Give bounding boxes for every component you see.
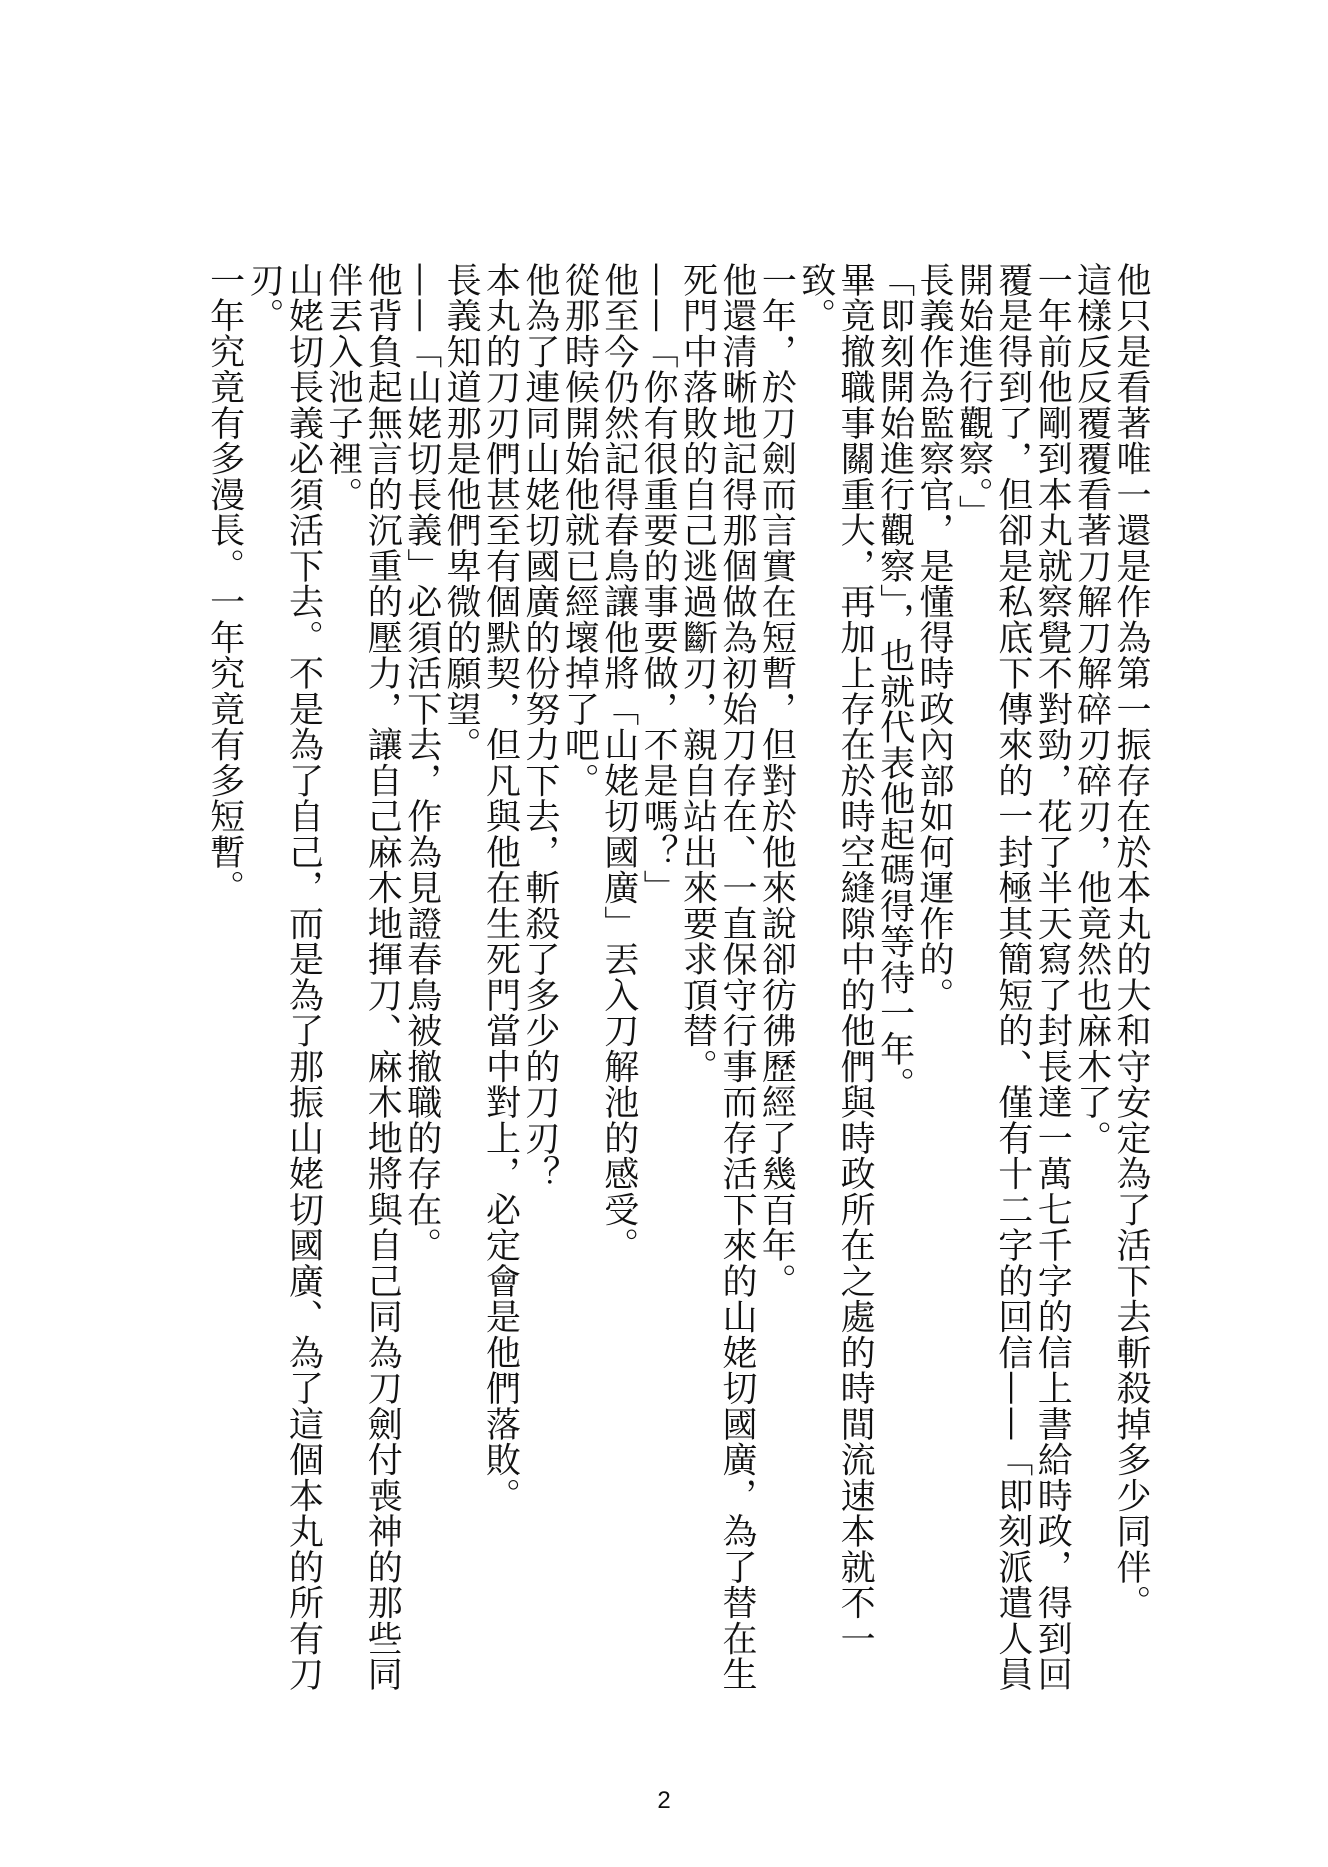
paragraph: 一年，於刀劍而言實在短暫，但對於他來說卻彷彿歷經了幾百年。 xyxy=(756,262,797,1299)
paragraph: 這樣反反覆覆看著刀解刀解碎刃碎刃，他竟然也麻木了。 xyxy=(1071,262,1112,1156)
paragraph: 他只是看著唯一還是作為第一振存在於本丸的大和守安定為了活下去斬殺掉多少同伴。 xyxy=(1111,262,1151,1621)
paragraph: 長義知道那是他們卑微的願望。 xyxy=(441,262,482,763)
paragraph: 一年究竟有多漫長。一年究竟有多短暫。 xyxy=(204,262,245,906)
paragraph: 他為了連同山姥切國廣的份努力下去，斬殺了多少的刀刃？ xyxy=(519,262,560,1192)
paragraph: 一年前他剛到本丸就察覺不對勁，花了半天寫了封長達一萬七千字的信上書給時政，得到回覆是得到了，但卻是私底下傳來的一封極其簡短的、僅有十二字的回信——「即刻派遣人員開始進行觀察。」 xyxy=(953,262,1073,1692)
paragraph: 他至今仍然記得春鳥讓他將「山姥切國廣」丟入刀解池的感受。 xyxy=(598,262,639,1263)
paragraph: 畢竟撤職事關重大，再加上存在於時空縫隙中的他們與時政所在之處的時間流速本就不一致。 xyxy=(795,262,876,1657)
paragraph: 他還清晰地記得那個做為初始刀存在、一直保守行事而存活下來的山姥切國廣，為了替在生死門中落敗的自己逃過斷刃，親自站出來要求頂替。 xyxy=(677,262,757,1692)
paragraph: 「即刻開始進行觀察」，也就代表他起碼得等待一年。 xyxy=(874,262,915,1103)
paragraph: 山姥切長義必須活下去。不是為了自己，而是為了那振山姥切國廣、為了這個本丸的所有刀刃。 xyxy=(244,262,324,1692)
vertical-text-body xyxy=(160,262,1150,1702)
paragraph: ——「你有很重要的事要做，不是嗎？」 xyxy=(638,262,679,906)
paragraph: 他背負起無言的沉重的壓力，讓自己麻木地揮刀、麻木地將與自己同為刀劍付喪神的那些同伴丟入池子裡。 xyxy=(322,262,403,1692)
page-number: 2 xyxy=(657,1787,671,1814)
paragraph: 長義作為監察官，是懂得時政內部如何運作的。 xyxy=(913,262,954,1013)
paragraph: 本丸的刀刃們甚至有個默契，但凡與他在生死門當中對上，必定會是他們落敗。 xyxy=(480,262,521,1514)
paragraph: 從那時候開始他就已經壞掉了吧。 xyxy=(559,262,600,799)
paragraph: ——「山姥切長義」必須活下去，作為見證春鳥被撤職的存在。 xyxy=(401,262,442,1263)
